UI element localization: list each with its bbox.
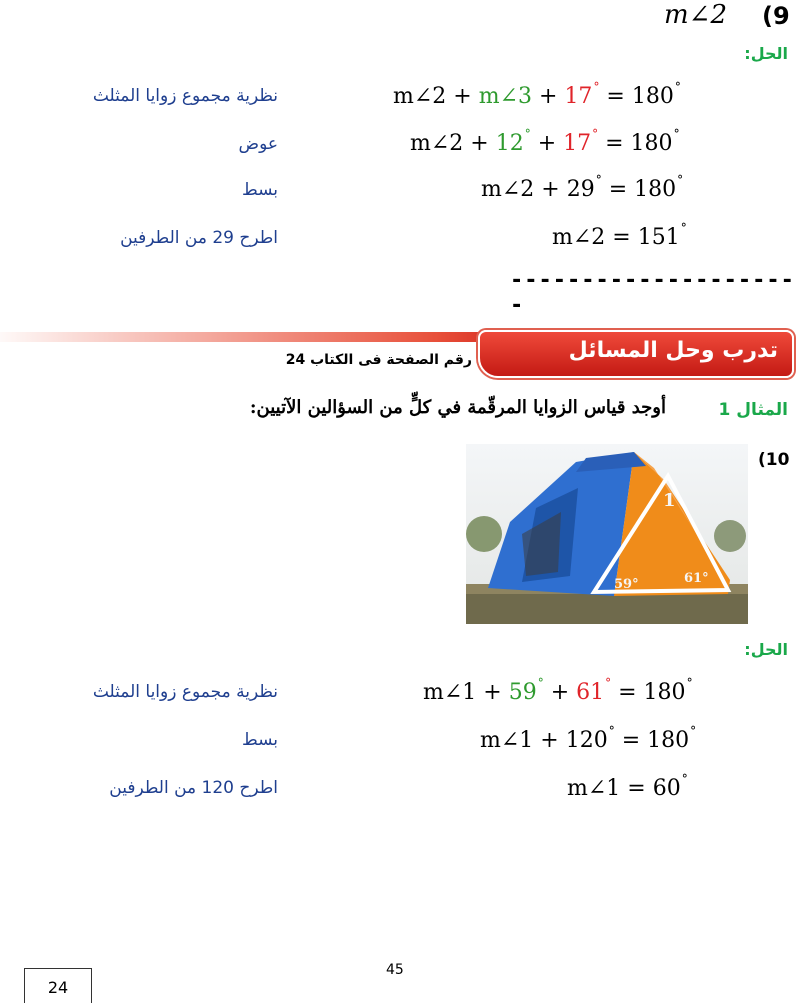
q10-solution-label: الحل: [744,640,788,659]
q9-title: m∠2 [664,0,727,30]
q9-step-3-note: بسط [241,180,278,200]
tent-figure [466,444,748,624]
section-divider: --------------------- [510,268,795,318]
q9-step-4-equation: m∠2 = 151° [552,221,687,250]
banner-title: تدرب وحل المسائل [568,338,778,363]
angle-1-label: 1 [663,490,676,511]
banner-stripe [0,332,512,342]
q10-number: (10 [758,450,790,470]
q10-step-1-note: نظرية مجموع زوايا المثلث [92,682,278,702]
q10-step-3-note: اطرح 120 من الطرفين [109,778,278,798]
q10-step-2-note: بسط [241,730,278,750]
q9-step-3-equation: m∠2 + 29° = 180° [481,173,684,202]
q9-step-1-equation: m∠2 + m∠3 + 17° = 180° [393,80,681,109]
q9-step-2-note: عوض [238,134,278,154]
q9-step-4-note: اطرح 29 من الطرفين [120,228,278,248]
example-label: المثال 1 [718,400,788,420]
section-banner [478,330,794,378]
page-number-box [24,968,92,1003]
q9-number: (9 [762,2,790,30]
q9-step-2-equation: m∠2 + 12° + 17° = 180° [410,127,680,156]
page-number-box-label: 24 [47,978,69,997]
page-number-center: 45 [386,962,404,978]
angle-59-label: 59° [614,577,639,592]
example-prompt: أوجد قياس الزوايا المرقّمة في كلٍّ من السؤالين الآتيين: [249,397,666,418]
q10-step-1-equation: m∠1 + 59° + 61° = 180° [423,676,693,705]
q9-step-1-note: نظرية مجموع زوايا المثلث [92,86,278,106]
angle-61-label: 61° [684,571,709,586]
banner-page-ref: رقم الصفحة فى الكتاب 24 [285,352,472,368]
q10-step-3-equation: m∠1 = 60° [567,772,688,801]
q9-solution-label: الحل: [744,44,788,63]
q10-step-2-equation: m∠1 + 120° = 180° [480,724,697,753]
